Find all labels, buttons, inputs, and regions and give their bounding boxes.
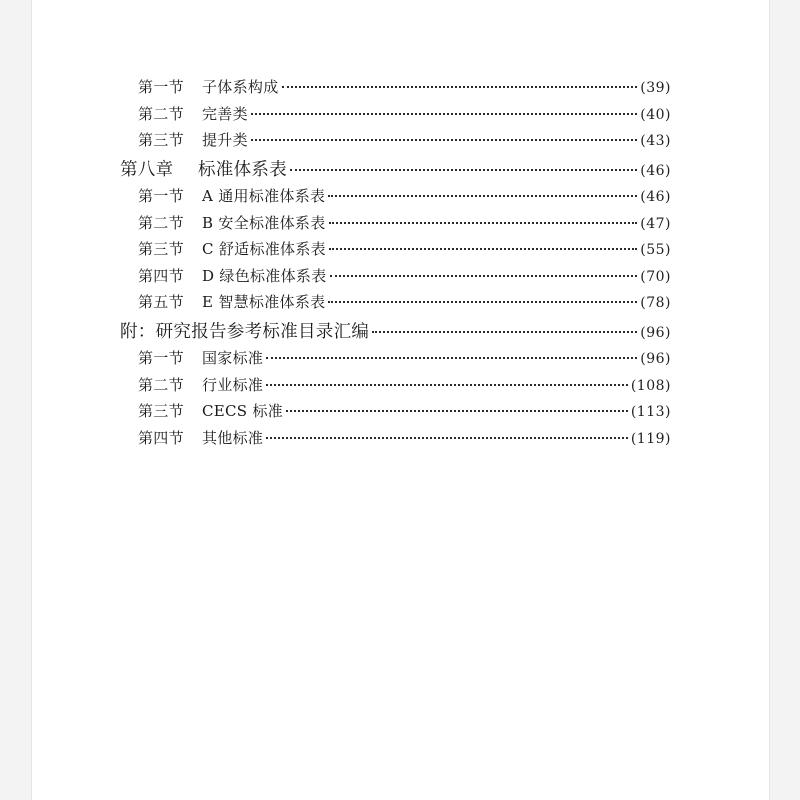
toc-entry-number: 第三节: [138, 402, 184, 420]
toc-entry-label: [138, 103, 248, 124]
toc-entry: [138, 291, 671, 312]
toc-entry-number: 第二节: [138, 214, 184, 232]
toc-entry-title: 国家标准: [202, 349, 264, 367]
document-page: [31, 0, 770, 800]
dot-leader: [330, 275, 638, 277]
dot-leader: [282, 86, 638, 88]
dot-leader: [266, 437, 628, 439]
toc-entry-label: [138, 212, 326, 233]
dot-leader: [328, 195, 637, 197]
toc-entry-label: [120, 156, 287, 181]
toc-entry: [138, 400, 671, 421]
toc-chapter-number: 第八章: [120, 160, 174, 180]
toc-entry-number: 第二节: [138, 105, 184, 123]
toc-entry-label: [138, 374, 263, 395]
toc-page-number: (96): [640, 351, 671, 367]
dot-leader: [251, 139, 637, 141]
toc-entry-label: [138, 265, 327, 286]
dot-leader: [329, 222, 638, 224]
toc-entry-title: C 舒适标准体系表: [202, 240, 326, 258]
dot-leader: [286, 410, 628, 412]
toc-page-number: (55): [640, 242, 671, 258]
toc-entry: [138, 185, 671, 206]
dot-leader: [266, 357, 637, 359]
toc-entry-title: 行业标准: [202, 376, 264, 394]
toc-appendix-title: 研究报告参考标准目录汇编: [155, 322, 370, 342]
toc-page-number: (46): [640, 163, 671, 179]
dot-leader: [329, 248, 637, 250]
dot-leader: [266, 384, 628, 386]
toc-entry-title: 提升类: [202, 131, 248, 149]
toc-entry-title: E 智慧标准体系表: [202, 293, 326, 311]
toc-page-number: (47): [640, 216, 671, 232]
toc-entry-title: 其他标准: [202, 429, 264, 447]
toc-page-number: (108): [630, 378, 671, 394]
toc-entry: [138, 76, 671, 97]
toc-appendix-entry: [120, 318, 671, 343]
toc-entry-title: 完善类: [202, 105, 248, 123]
toc-entry-label: [138, 76, 279, 97]
toc-entry-label: [138, 400, 283, 421]
toc-chapter-title: 标准体系表: [198, 160, 287, 180]
toc-page-number: (46): [640, 189, 671, 205]
toc-entry: [138, 374, 671, 395]
toc-entry-number: 第三节: [138, 240, 184, 258]
toc-entry: [138, 212, 671, 233]
toc-entry-label: [138, 129, 248, 150]
toc-page-number: (119): [630, 431, 671, 447]
dot-leader: [290, 169, 637, 171]
dot-leader: [372, 331, 637, 333]
toc-entry: [138, 129, 671, 150]
toc-entry: [138, 347, 671, 368]
toc-entry-title: CECS 标准: [202, 402, 284, 420]
toc-entry-label: [138, 185, 325, 206]
toc-page-number: (43): [640, 133, 671, 149]
toc-page-number: (78): [640, 295, 671, 311]
toc-entry-label: [138, 427, 263, 448]
toc-entry-label: [138, 347, 263, 368]
toc-entry-number: 第一节: [138, 187, 184, 205]
toc-entry-label: [138, 238, 326, 259]
toc-entry-number: 第五节: [138, 293, 184, 311]
toc-entry-number: 第三节: [138, 131, 184, 149]
toc-entry-number: 第二节: [138, 376, 184, 394]
toc-entry: [138, 103, 671, 124]
toc-entry-title: B 安全标准体系表: [202, 214, 326, 232]
toc-page-number: (113): [630, 404, 671, 420]
toc-page-number: (40): [640, 107, 671, 123]
toc-appendix-number: 附：: [120, 322, 156, 342]
toc-entry-title: 子体系构成: [202, 78, 279, 96]
dot-leader: [251, 113, 637, 115]
toc-entry-number: 第四节: [138, 429, 184, 447]
toc-page-number: (70): [640, 269, 671, 285]
toc-page-number: (96): [640, 325, 671, 341]
toc-entry-title: D 绿色标准体系表: [202, 267, 327, 285]
toc-chapter-entry: [120, 156, 671, 181]
toc-page-number: (39): [640, 80, 671, 96]
toc-entry-number: 第四节: [138, 267, 184, 285]
dot-leader: [328, 301, 637, 303]
toc-entry: [138, 427, 671, 448]
toc-entry-label: [120, 318, 369, 343]
toc-entry-title: A 通用标准体系表: [202, 187, 326, 205]
toc-entry-number: 第一节: [138, 78, 184, 96]
toc-entry-label: [138, 291, 325, 312]
toc-entry-number: 第一节: [138, 349, 184, 367]
toc-entry: [138, 238, 671, 259]
toc-entry: [138, 265, 671, 286]
